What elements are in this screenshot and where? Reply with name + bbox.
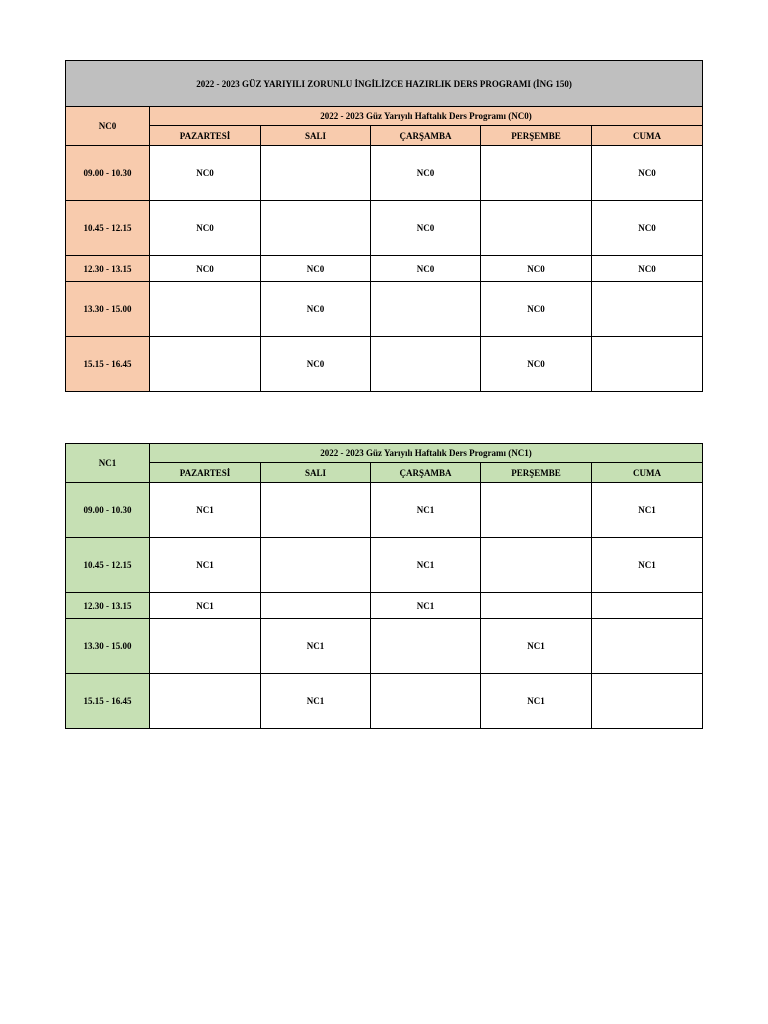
schedule-table-nc0 — [65, 60, 703, 392]
schedule-cell — [150, 337, 261, 392]
schedule-cell — [592, 282, 703, 337]
time-slot: 12.30 - 13.15 — [66, 256, 150, 282]
day-header-wednesday: ÇARŞAMBA — [371, 463, 481, 483]
schedule-cell: NC1 — [150, 483, 261, 538]
schedule-subtitle: 2022 - 2023 Güz Yarıyılı Haftalık Ders Programı (NC0) — [150, 107, 703, 126]
schedule-cell: NC1 — [261, 619, 371, 674]
day-header-wednesday: ÇARŞAMBA — [371, 126, 481, 146]
time-slot: 09.00 - 10.30 — [66, 146, 150, 201]
schedule-cell — [481, 593, 592, 619]
schedule-cell: NC0 — [261, 256, 371, 282]
schedule-cell: NC0 — [592, 201, 703, 256]
schedule-cell — [481, 538, 592, 593]
schedule-cell: NC1 — [371, 538, 481, 593]
schedule-cell — [481, 146, 592, 201]
schedule-cell: NC0 — [481, 256, 592, 282]
day-header-friday: CUMA — [592, 463, 703, 483]
group-label: NC1 — [66, 444, 150, 483]
time-slot: 13.30 - 15.00 — [66, 282, 150, 337]
schedule-cell: NC0 — [592, 256, 703, 282]
schedule-cell — [150, 619, 261, 674]
time-slot: 15.15 - 16.45 — [66, 337, 150, 392]
schedule-cell: NC0 — [371, 256, 481, 282]
schedule-cell: NC0 — [261, 337, 371, 392]
schedule-cell: NC0 — [150, 201, 261, 256]
schedule-cell — [592, 337, 703, 392]
schedule-cell — [371, 674, 481, 729]
schedule-cell — [261, 146, 371, 201]
time-slot: 10.45 - 12.15 — [66, 538, 150, 593]
schedule-cell: NC1 — [481, 619, 592, 674]
day-header-friday: CUMA — [592, 126, 703, 146]
schedule-cell: NC1 — [261, 674, 371, 729]
schedule-cell: NC0 — [371, 201, 481, 256]
main-title: 2022 - 2023 GÜZ YARIYILI ZORUNLU İNGİLİZCE HAZIRLIK DERS PROGRAMI (İNG 150) — [66, 61, 703, 107]
schedule-cell: NC1 — [150, 593, 261, 619]
time-slot: 13.30 - 15.00 — [66, 619, 150, 674]
time-slot: 10.45 - 12.15 — [66, 201, 150, 256]
schedule-cell: NC0 — [261, 282, 371, 337]
day-header-thursday: PERŞEMBE — [481, 463, 592, 483]
schedule-cell — [481, 483, 592, 538]
schedule-cell — [592, 619, 703, 674]
day-header-monday: PAZARTESİ — [150, 463, 261, 483]
schedule-cell — [150, 282, 261, 337]
schedule-cell: NC1 — [371, 593, 481, 619]
schedule-cell — [150, 674, 261, 729]
time-slot: 15.15 - 16.45 — [66, 674, 150, 729]
schedule-cell: NC1 — [150, 538, 261, 593]
schedule-cell — [261, 538, 371, 593]
schedule-cell — [592, 593, 703, 619]
schedule-cell: NC1 — [371, 483, 481, 538]
schedule-cell — [371, 282, 481, 337]
schedule-cell — [261, 483, 371, 538]
group-label: NC0 — [66, 107, 150, 146]
schedule-cell — [261, 593, 371, 619]
time-slot: 09.00 - 10.30 — [66, 483, 150, 538]
schedule-cell: NC0 — [592, 146, 703, 201]
schedule-cell: NC0 — [150, 146, 261, 201]
day-header-tuesday: SALI — [261, 463, 371, 483]
day-header-thursday: PERŞEMBE — [481, 126, 592, 146]
schedule-cell — [592, 674, 703, 729]
schedule-cell: NC1 — [592, 538, 703, 593]
day-header-tuesday: SALI — [261, 126, 371, 146]
day-header-monday: PAZARTESİ — [150, 126, 261, 146]
schedule-cell — [371, 619, 481, 674]
schedule-cell: NC0 — [481, 337, 592, 392]
schedule-cell: NC0 — [481, 282, 592, 337]
schedule-cell — [481, 201, 592, 256]
schedule-cell — [261, 201, 371, 256]
schedule-cell — [371, 337, 481, 392]
schedule-cell: NC0 — [150, 256, 261, 282]
schedule-cell: NC1 — [481, 674, 592, 729]
schedule-cell: NC1 — [592, 483, 703, 538]
schedule-cell: NC0 — [371, 146, 481, 201]
time-slot: 12.30 - 13.15 — [66, 593, 150, 619]
schedule-subtitle: 2022 - 2023 Güz Yarıyılı Haftalık Ders Programı (NC1) — [150, 444, 703, 463]
schedule-table-nc1 — [65, 443, 703, 729]
